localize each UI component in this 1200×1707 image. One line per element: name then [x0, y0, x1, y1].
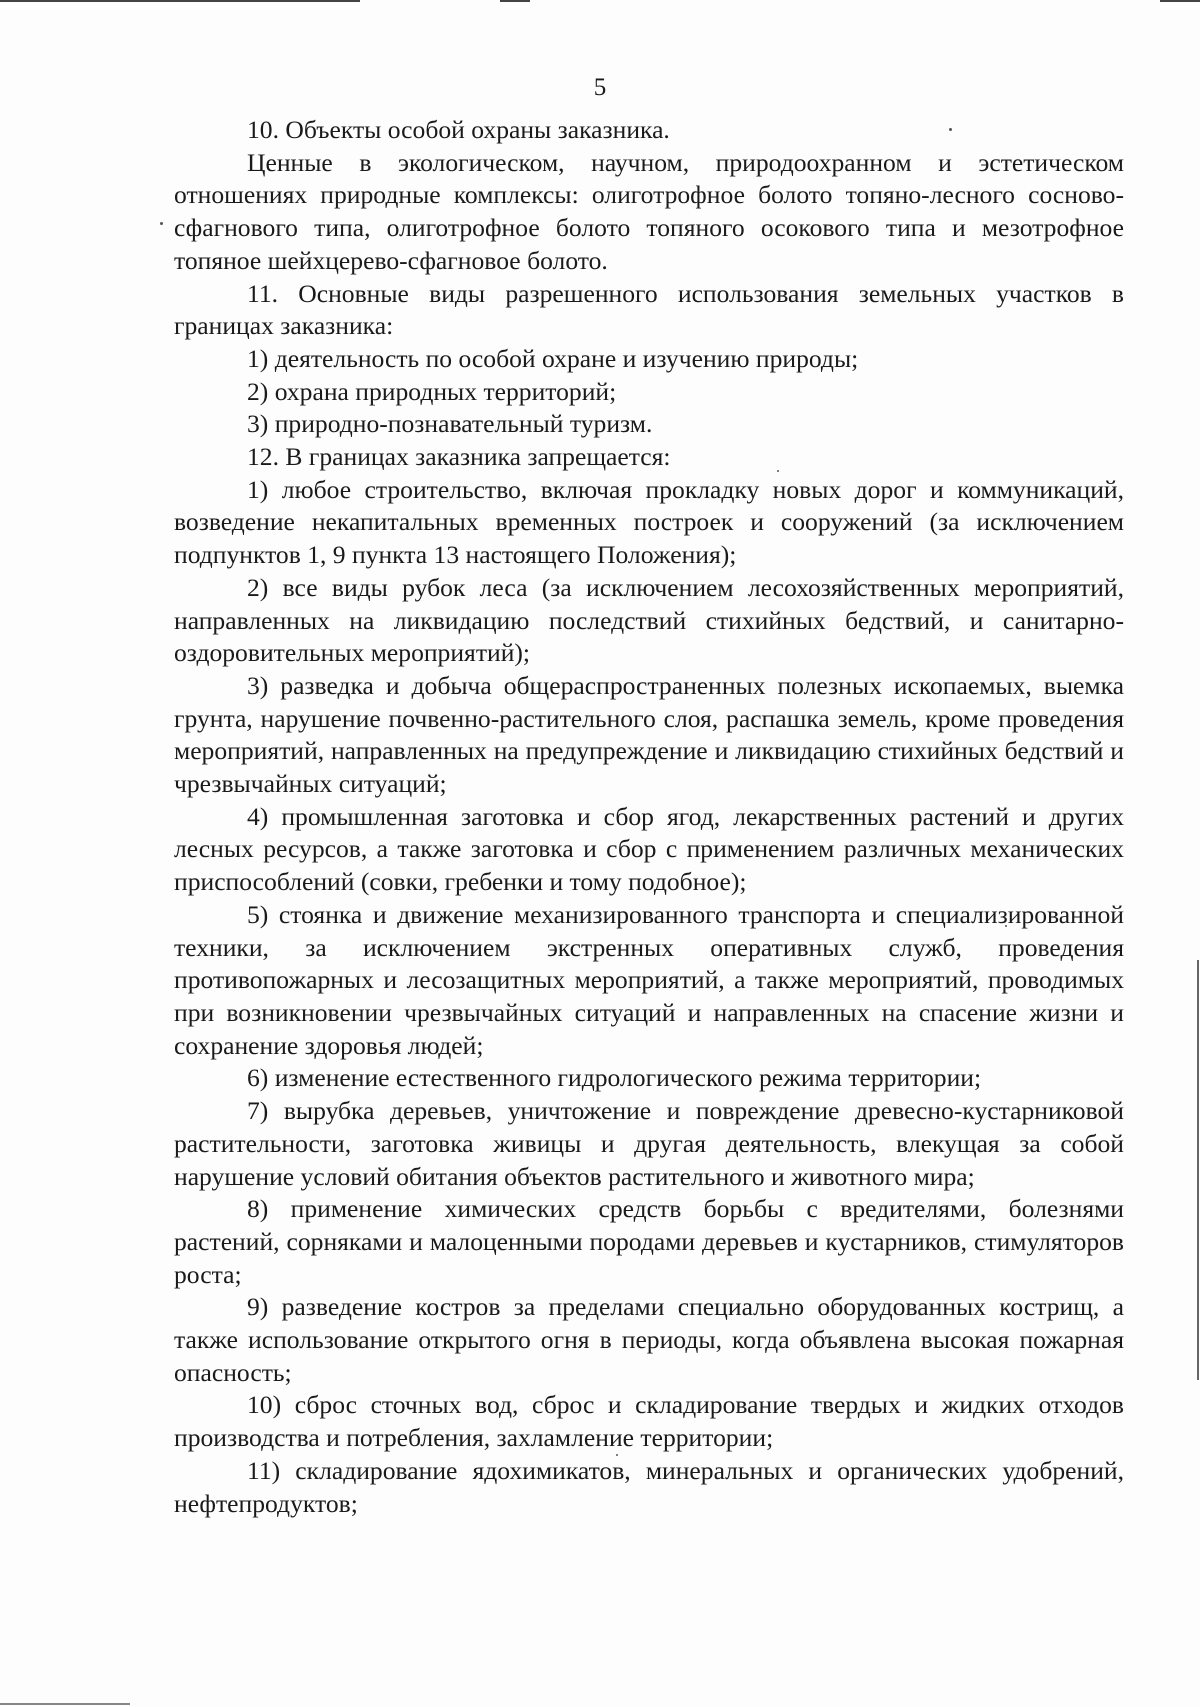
section-11-heading: 11. Основные виды разрешенного использования земельных участков в границах заказника: [174, 278, 1124, 341]
section-11-item: 3) природно-познавательный туризм. [247, 409, 653, 439]
section-12-item: 2) все виды рубок леса (за исключением лесохозяйственных мероприятий, направленных на ликвидацию последствий стихийных бедствий, и санитарно-оздоровительных мероприятий); [174, 572, 1124, 668]
section-10-text: Ценные в экологическом, научном, природоохранном и эстетическом отношениях природные комплексы: олиготрофное болото топяно-лесного сосново-сфагнового типа, олиготрофное болото топяного осокового типа и мезотрофное топяное шейхцерево-сфагновое болото. [174, 147, 1124, 275]
scan-speck [160, 222, 163, 225]
section-12-item: 7) вырубка деревьев, уничтожение и повреждение древесно-кустарниковой растительности, заготовка живицы и другая деятельность, влекущая за собой нарушение условий обитания объектов растительного и животного мира; [174, 1096, 1124, 1191]
document-body [174, 114, 1124, 1520]
section-12-item: 1) любое строительство, включая прокладку новых дорог и коммуникаций, возведение некапитальных временных построек и сооружений (за исключением подпунктов 1, 9 пункта 13 настоящего Положения); [174, 474, 1124, 570]
section-12-item: 5) стоянка и движение механизированного транспорта и специализированной техники, за исключением экстренных оперативных служб, проведения противопожарных и лесозащитных мероприятий, а также мероприятий, проводимых при возникновении чрезвычайных ситуаций и направленных на спасение жизни и сохранение здоровья людей; [174, 899, 1124, 1060]
section-12-item: 9) разведение костров за пределами специально оборудованных кострищ, а также использование открытого огня в периоды, когда объявлена высокая пожарная опасность; [174, 1292, 1124, 1387]
section-11-item: 2) охрана природных территорий; [247, 376, 617, 406]
section-12-item: 3) разведка и добыча общераспространенных полезных ископаемых, выемка грунта, нарушение почвенно-растительного слоя, распашка земель, кроме проведения мероприятий, направленных на предупреждение и ликвидацию стихийных бедствий и чрезвычайных ситуаций; [174, 670, 1124, 799]
section-12-item: 11) складирование ядохимикатов, минеральных и органических удобрений, нефтепродуктов; [174, 1455, 1124, 1518]
section-11-item: 1) деятельность по особой охране и изучению природы; [247, 343, 859, 373]
scan-edge-top-middle [500, 0, 530, 2]
section-12-item: 10) сброс сточных вод, сброс и складирование твердых и жидких отходов производства и потребления, захламление территории; [174, 1390, 1124, 1453]
scan-edge-top-right [1160, 0, 1200, 2]
section-12-item: 8) применение химических средств борьбы с вредителями, болезнями растений, сорняками и малоценными породами деревьев и кустарников, стимуляторов роста; [174, 1194, 1124, 1289]
section-12-item: 6) изменение естественного гидрологического режима территории; [247, 1063, 982, 1093]
section-12-heading: 12. В границах заказника запрещается: [247, 442, 671, 472]
scan-edge-right-vertical [1197, 960, 1199, 1380]
scan-edge-top-left [0, 0, 360, 2]
page-number: 5 [593, 74, 607, 101]
section-10-heading: 10. Объекты особой охраны заказника. [247, 115, 670, 144]
scan-edge-bottom-left [0, 1703, 130, 1705]
section-12-item: 4) промышленная заготовка и сбор ягод, лекарственных растений и других лесных ресурсов, а также заготовка и сбор с применением различных механических приспособлений (совки, гребенки и тому подобное); [174, 801, 1124, 897]
